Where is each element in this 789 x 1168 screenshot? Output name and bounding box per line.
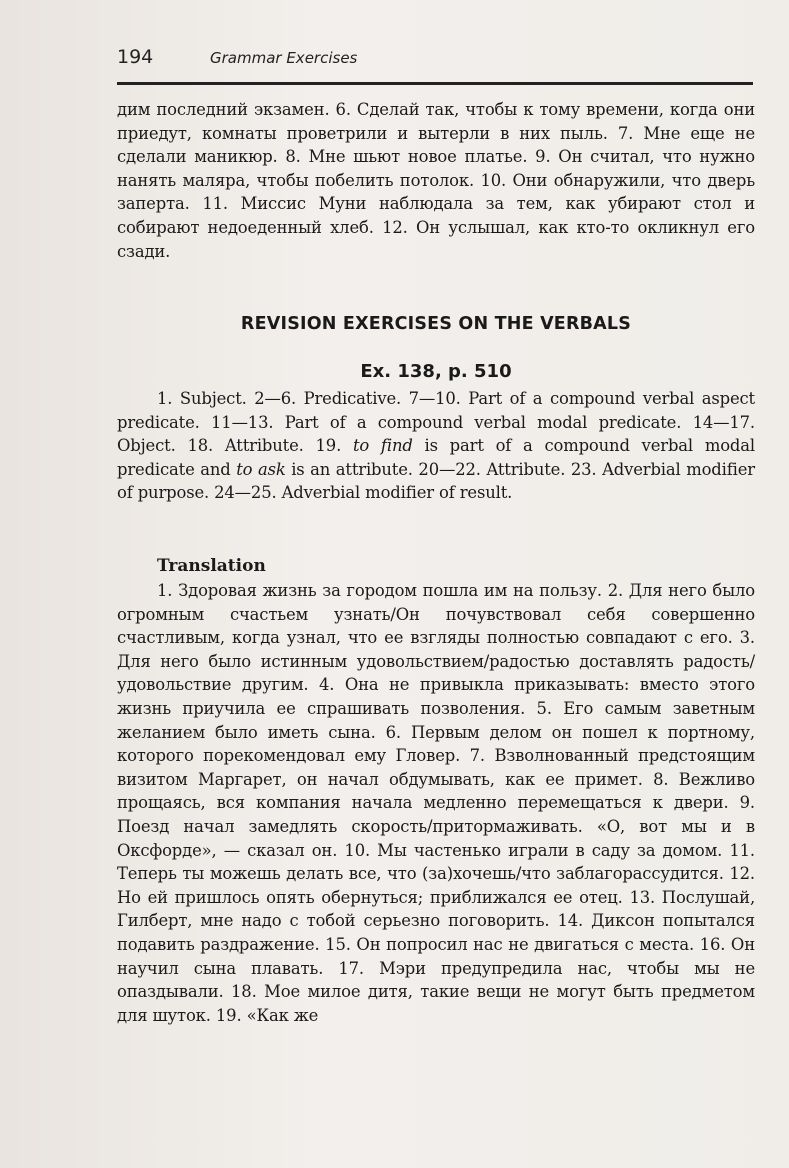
answers-term-to-ask: to ask	[236, 459, 286, 479]
answers-part-3: is an attribute. 20—22. Attribute. 23. Adverbial modifier of purpose. 24—25. Adverbial modifier of result.	[117, 459, 755, 503]
answers-paragraph	[117, 387, 755, 505]
header-rule	[117, 82, 753, 85]
answers-part-1: 1. Subject. 2—6. Predicative. 7—10. Part of a compound verbal aspect predicate. 11—13. Part of a compound verbal modal predicate. 14—17. Object. 18. Attribute. 19.	[117, 389, 755, 456]
section-heading: REVISION EXERCISES ON THE VERBALS	[240, 314, 632, 334]
translation-heading: Translation	[157, 556, 266, 576]
page-number: 194	[117, 46, 154, 68]
answers-text	[117, 387, 755, 505]
page-header	[117, 46, 753, 76]
translation-text: 1. Здоровая жизнь за городом пошла им на пользу. 2. Для него было огромным счастьем узнать/Он почувствовал себя совершенно счастливым, когда узнал, что ее взгляды полностью совпадают с его. 3. Для него было истинным удовольствием/радостью доставлять радость/удовольствие другим. 4. Она не привыкла приказывать: вместо этого жизнь приучила ее спрашивать позволения. 5. Его самым заветным желанием было иметь сына. 6. Первым делом он пошел к портному, которого порекомендовал ему Гловер. 7. Взволнованный предстоящим визитом Маргарет, он начал обдумывать, как ее примет. 8. Вежливо прощаясь, вся компания начала медленно перемещаться к двери. 9. Поезд начал замедлять скорость/притормаживать. «О, вот мы и в Оксфорде», — сказал он. 10. Мы частенько играли в саду за домом. 11. Теперь ты можешь делать все, что (за)хочешь/что заблагорассудится. 12. Но ей пришлось опять обернуться; приближался ее отец. 13. Послушай, Гилберт, мне надо с тобой серьезно поговорить. 14. Диксон попытался подавить раздражение. 15. Он попросил нас не двигаться с места. 16. Он научил сына плавать. 17. Мэри предупредила нас, чтобы мы не опаздывали. 18. Мое милое дитя, такие вещи не могут быть предметом для шуток. 19. «Как же	[117, 581, 755, 1025]
translation-paragraph	[117, 579, 755, 1027]
continuation-paragraph	[117, 98, 755, 263]
answers-part-2: is part of a compound verbal modal predicate and	[117, 436, 755, 479]
exercise-heading: Ex. 138, p. 510	[360, 361, 512, 382]
continuation-text: дим последний экзамен. 6. Сделай так, чтобы к тому времени, когда они приедут, комнаты проветрили и вытерли в них пыль. 7. Мне еще не сделали маникюр. 8. Мне шьют новое платье. 9. Он считал, что нужно нанять маляра, чтобы побелить потолок. 10. Они обнаружили, что дверь заперта. 11. Миссис Муни наблюдала за тем, как убирают стол и собирают недоеденный хлеб. 12. Он услышал, как кто-то окликнул его сзади.	[117, 100, 755, 261]
answers-term-to-find: to find	[352, 436, 413, 456]
running-title: Grammar Exercises	[210, 49, 358, 67]
